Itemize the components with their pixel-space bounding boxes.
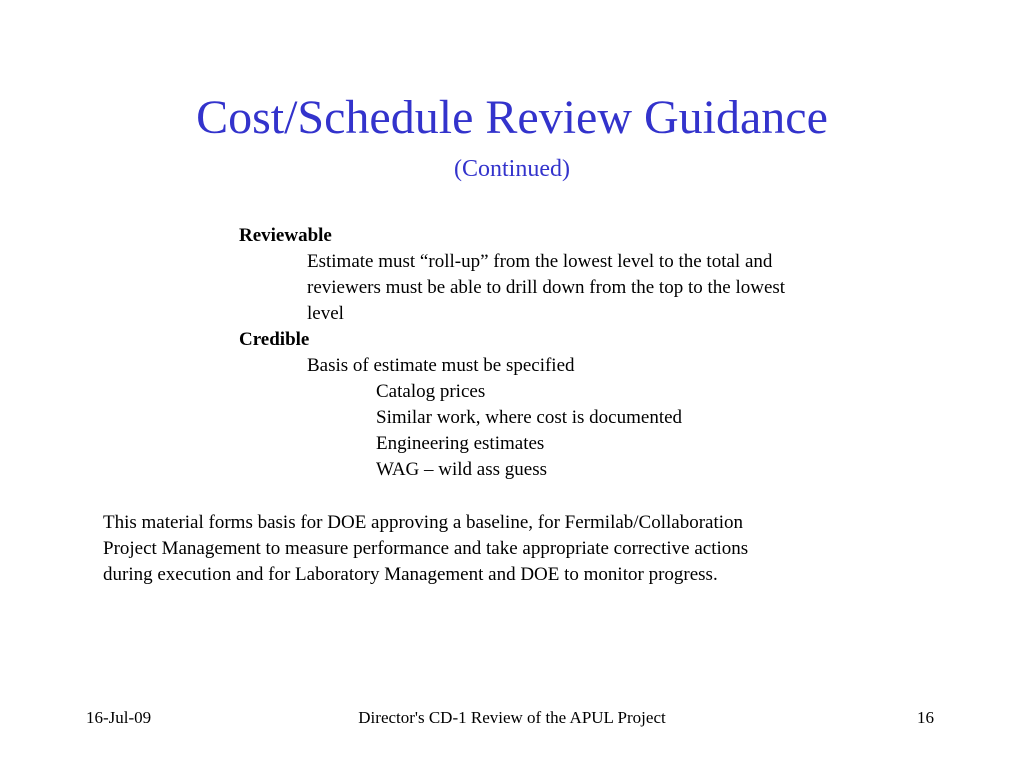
- credible-sub-item: Engineering estimates: [376, 433, 545, 454]
- credible-sub-item: Catalog prices: [376, 381, 486, 402]
- reviewable-line-1: Estimate must “roll-up” from the lowest level to the total and: [307, 251, 773, 272]
- credible-sub-item: Similar work, where cost is documented: [376, 407, 683, 428]
- credible-line-1: Basis of estimate must be specified: [307, 355, 575, 376]
- paragraph-line-2: Project Management to measure performance and take appropriate corrective actions: [103, 538, 749, 559]
- credible-sub-item: WAG – wild ass guess: [376, 459, 547, 480]
- slide-title: Cost/Schedule Review Guidance: [196, 91, 828, 144]
- paragraph-line-3: during execution and for Laboratory Management and DOE to monitor progress.: [103, 564, 718, 585]
- reviewable-line-2: reviewers must be able to drill down from the top to the lowest: [307, 277, 786, 298]
- footer-page-number: 16: [917, 708, 934, 727]
- footer-date: 16-Jul-09: [86, 708, 152, 727]
- slide-subtitle: (Continued): [454, 156, 570, 182]
- reviewable-line-3: level: [307, 303, 344, 324]
- section-heading-credible: Credible: [239, 329, 310, 350]
- paragraph-line-1: This material forms basis for DOE approving a baseline, for Fermilab/Collaboration: [103, 512, 744, 533]
- section-heading-reviewable: Reviewable: [239, 225, 332, 246]
- footer-title: Director's CD-1 Review of the APUL Project: [358, 708, 666, 727]
